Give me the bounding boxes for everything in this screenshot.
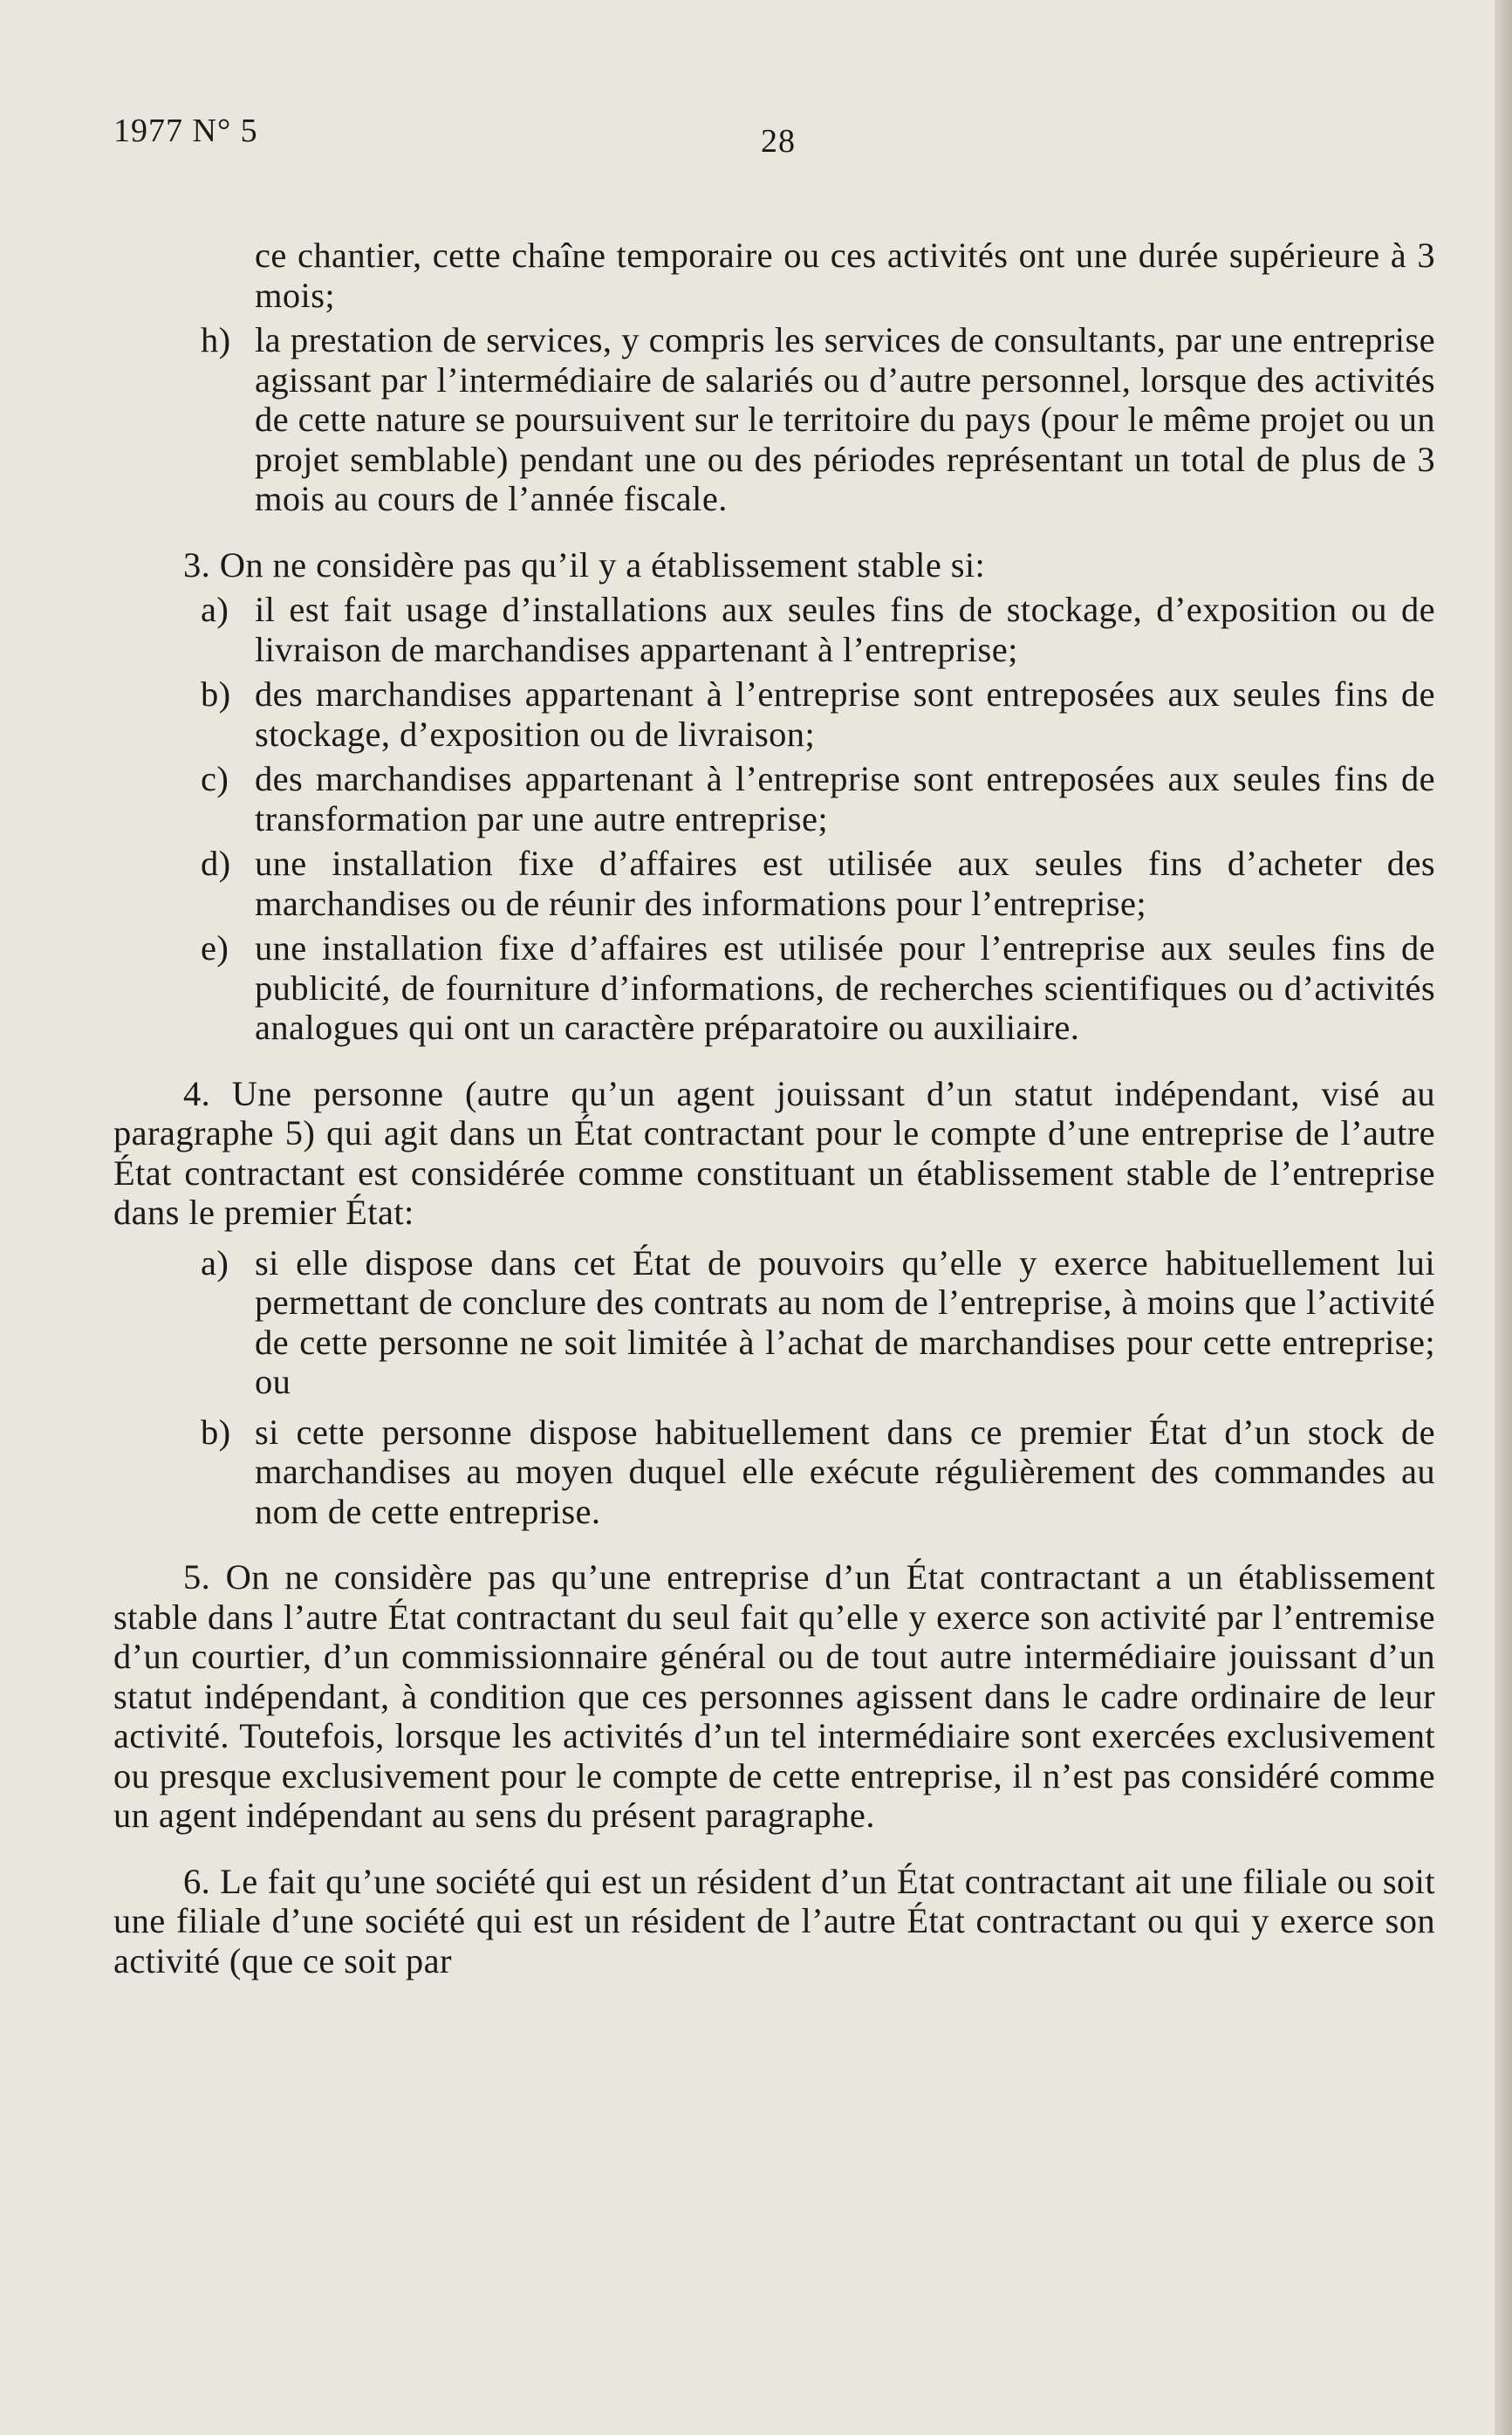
item-label: a) bbox=[201, 590, 229, 629]
list-item-4a bbox=[113, 1243, 1435, 1402]
list-item-3b bbox=[113, 674, 1435, 754]
item-text: si cette personne dispose habituellement dans ce premier État d’un stock de marchandises au moyen duquel elle exécute régulièrement des commandes au nom de cette entreprise. bbox=[255, 1412, 1435, 1531]
item-label: b) bbox=[201, 1412, 231, 1452]
list-item-3e bbox=[113, 928, 1435, 1048]
paragraph-6: 6. Le fait qu’une société qui est un résident d’un État contractant ait une filiale ou soit une filiale d’une société qui est un résident de l’autre État contractant ou qui y exerce son activité (que ce soit par bbox=[113, 1861, 1435, 1980]
paragraph-3: 3. On ne considère pas qu’il y a établissement stable si: bbox=[183, 544, 986, 585]
page-number: 28 bbox=[761, 123, 796, 160]
list-item-3c bbox=[113, 759, 1435, 838]
paragraph-5: 5. On ne considère pas qu’une entreprise d’un État contractant a un établissement stable dans l’autre État contractant du seul fait qu’elle y exerce son activité par l’entremise d’un courtier, d’un commissionnaire général ou de tout autre intermédiaire jouissant d’un statut indépendant, à condition que ces personnes agissent dans le cadre ordinaire de leur activité. Toutefois, lorsque les activités d’un tel intermédiaire sont exercées exclusivement ou presque exclusivement pour le compte de cette entreprise, il n’est pas considéré comme un agent indépendant au sens du présent paragraphe. bbox=[113, 1557, 1435, 1835]
list-item-3a bbox=[113, 590, 1435, 669]
item-label: d) bbox=[201, 844, 231, 883]
list-item-3d bbox=[113, 844, 1435, 923]
item-text: des marchandises appartenant à l’entreprise sont entreposées aux seules fins de stockage, d’exposition ou de livraison; bbox=[255, 674, 1435, 754]
item-label: b) bbox=[201, 674, 231, 714]
item-text: une installation fixe d’affaires est utilisée aux seules fins d’acheter des marchandises ou de réunir des informations pour l’entreprise; bbox=[255, 844, 1435, 923]
list-item-h bbox=[113, 320, 1435, 519]
item-text: il est fait usage d’installations aux seules fins de stockage, d’exposition ou de livraison de marchandises appartenant à l’entreprise; bbox=[255, 590, 1435, 669]
page-edge bbox=[1495, 0, 1512, 2435]
page-body bbox=[113, 236, 1435, 1980]
item-text: la prestation de services, y compris les services de consultants, par une entreprise agissant par l’intermédiaire de salariés ou d’autre personnel, lorsque des activités de cette nature se poursuivent sur le territoire du pays (pour le même projet ou un projet semblable) pendant une ou des périodes représentant un total de plus de 3 mois au cours de l’année fiscale. bbox=[255, 320, 1435, 518]
item-label: c) bbox=[201, 759, 229, 798]
item-label: a) bbox=[201, 1242, 229, 1282]
item-label: e) bbox=[201, 928, 229, 968]
item-text: des marchandises appartenant à l’entreprise sont entreposées aux seules fins de transformation par une autre entreprise; bbox=[255, 759, 1435, 838]
page-header bbox=[113, 112, 1405, 164]
item-text: si elle dispose dans cet État de pouvoirs qu’elle y exerce habituellement lui permettant de conclure des contrats au nom de l’entreprise, à moins que l’activité de cette personne ne soit limitée à l’achat de marchandises pour cette entreprise; ou bbox=[255, 1242, 1435, 1401]
paragraph-4: 4. Une personne (autre qu’un agent jouissant d’un statut indépendant, visé au paragraphe 5) qui agit dans un État contractant pour le compte d’une entreprise de l’autre État contractant est considérée comme constituant un établissement stable de l’entreprise dans le premier État: bbox=[113, 1073, 1435, 1232]
item-text: une installation fixe d’affaires est utilisée pour l’entreprise aux seules fins de publicité, de fourniture d’informations, de recherches scientifiques ou d’activités analogues qui ont un caractère préparatoire ou auxiliaire. bbox=[255, 928, 1435, 1047]
item-label: h) bbox=[201, 320, 231, 359]
continued-text: ce chantier, cette chaîne temporaire ou ces activités ont une durée supérieure à 3 mois; bbox=[255, 236, 1435, 315]
list-item-4b bbox=[113, 1412, 1435, 1532]
year-issue: 1977 N° 5 bbox=[113, 113, 258, 149]
